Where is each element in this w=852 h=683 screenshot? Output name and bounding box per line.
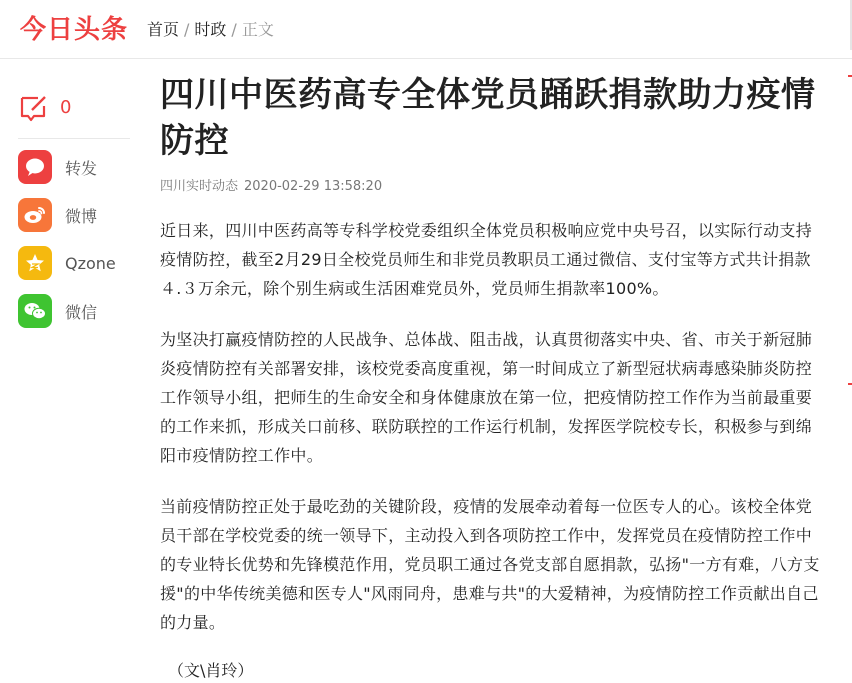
article	[160, 72, 820, 683]
share-qzone-label: Qzone	[65, 253, 116, 273]
article-time: 2020-02-29 13:58:20	[244, 179, 383, 194]
article-paragraph: 当前疫情防控正处于最吃劲的关键阶段，疫情的发展牵动着每一位医专人的心。该校全体党员干部在学校党委的统一领导下，主动投入到各项防控工作中，发挥党员在疫情防控工作中的专业特长优势和先锋模范作用，党员职工通过各党支部自愿捐款，弘扬"一方有难，八方支援"的中华传统美德和医专人"风雨同舟，患难与共"的大爱精神，为疫情防控工作贡献出自己的力量。	[160, 497, 820, 632]
chat-bubble-icon	[18, 150, 52, 184]
page-marker	[848, 75, 852, 77]
sidebar-divider	[18, 138, 130, 139]
article-title: 四川中医药高专全体党员踊跃捐款助力疫情防控	[160, 75, 816, 161]
share-wechat[interactable]	[18, 291, 130, 331]
weibo-icon	[18, 198, 52, 232]
article-paragraph: 近日来，四川中医药高等专科学校党委组织全体党员积极响应党中央号召，以实际行动支持疫情防控，截至2月29日全校党员师生和非党员教职员工通过微信、支付宝等方式共计捐款４.３万余元，除个别生病或生活困难党员外，党员师生捐款率100%。	[160, 221, 813, 298]
breadcrumb-section[interactable]: 时政	[194, 20, 227, 39]
article-author: （文\肖玲）	[168, 661, 254, 680]
page-marker	[848, 383, 852, 385]
share-qzone[interactable]	[18, 243, 130, 283]
wechat-icon	[18, 294, 52, 328]
share-sidebar	[18, 88, 130, 331]
article-source[interactable]: 四川实时动态	[160, 179, 239, 194]
share-repost-label: 转发	[65, 158, 98, 178]
breadcrumb-separator: /	[184, 20, 190, 39]
comment-count: 0	[60, 97, 72, 118]
share-wechat-label: 微信	[65, 302, 98, 322]
top-header	[0, 0, 852, 59]
share-repost[interactable]	[18, 147, 130, 187]
toutiao-logo[interactable]: 今日头条	[20, 15, 129, 45]
breadcrumb-separator: /	[231, 20, 237, 39]
comment-edit-icon	[18, 93, 48, 123]
article-meta	[160, 178, 820, 196]
article-paragraph: 为坚决打赢疫情防控的人民战争、总体战、阻击战，认真贯彻落实中央、省、市关于新冠肺炎疫情防控有关部署安排，该校党委高度重视，第一时间成立了新型冠状病毒感染肺炎防控工作领导小组，把师生的生命安全和身体健康放在第一位，把疫情防控工作作为当前最重要的工作来抓，形成关口前移、联防联控的工作运行机制，发挥医学院校专长，积极参与到绵阳市疫情防控工作中。	[160, 330, 813, 465]
qzone-star-icon	[18, 246, 52, 280]
breadcrumb-home[interactable]: 首页	[147, 20, 180, 39]
share-weibo[interactable]	[18, 195, 130, 235]
share-weibo-label: 微博	[65, 206, 98, 226]
breadcrumb-current: 正文	[241, 20, 274, 39]
breadcrumb	[147, 19, 274, 41]
comment-button[interactable]	[18, 88, 130, 128]
